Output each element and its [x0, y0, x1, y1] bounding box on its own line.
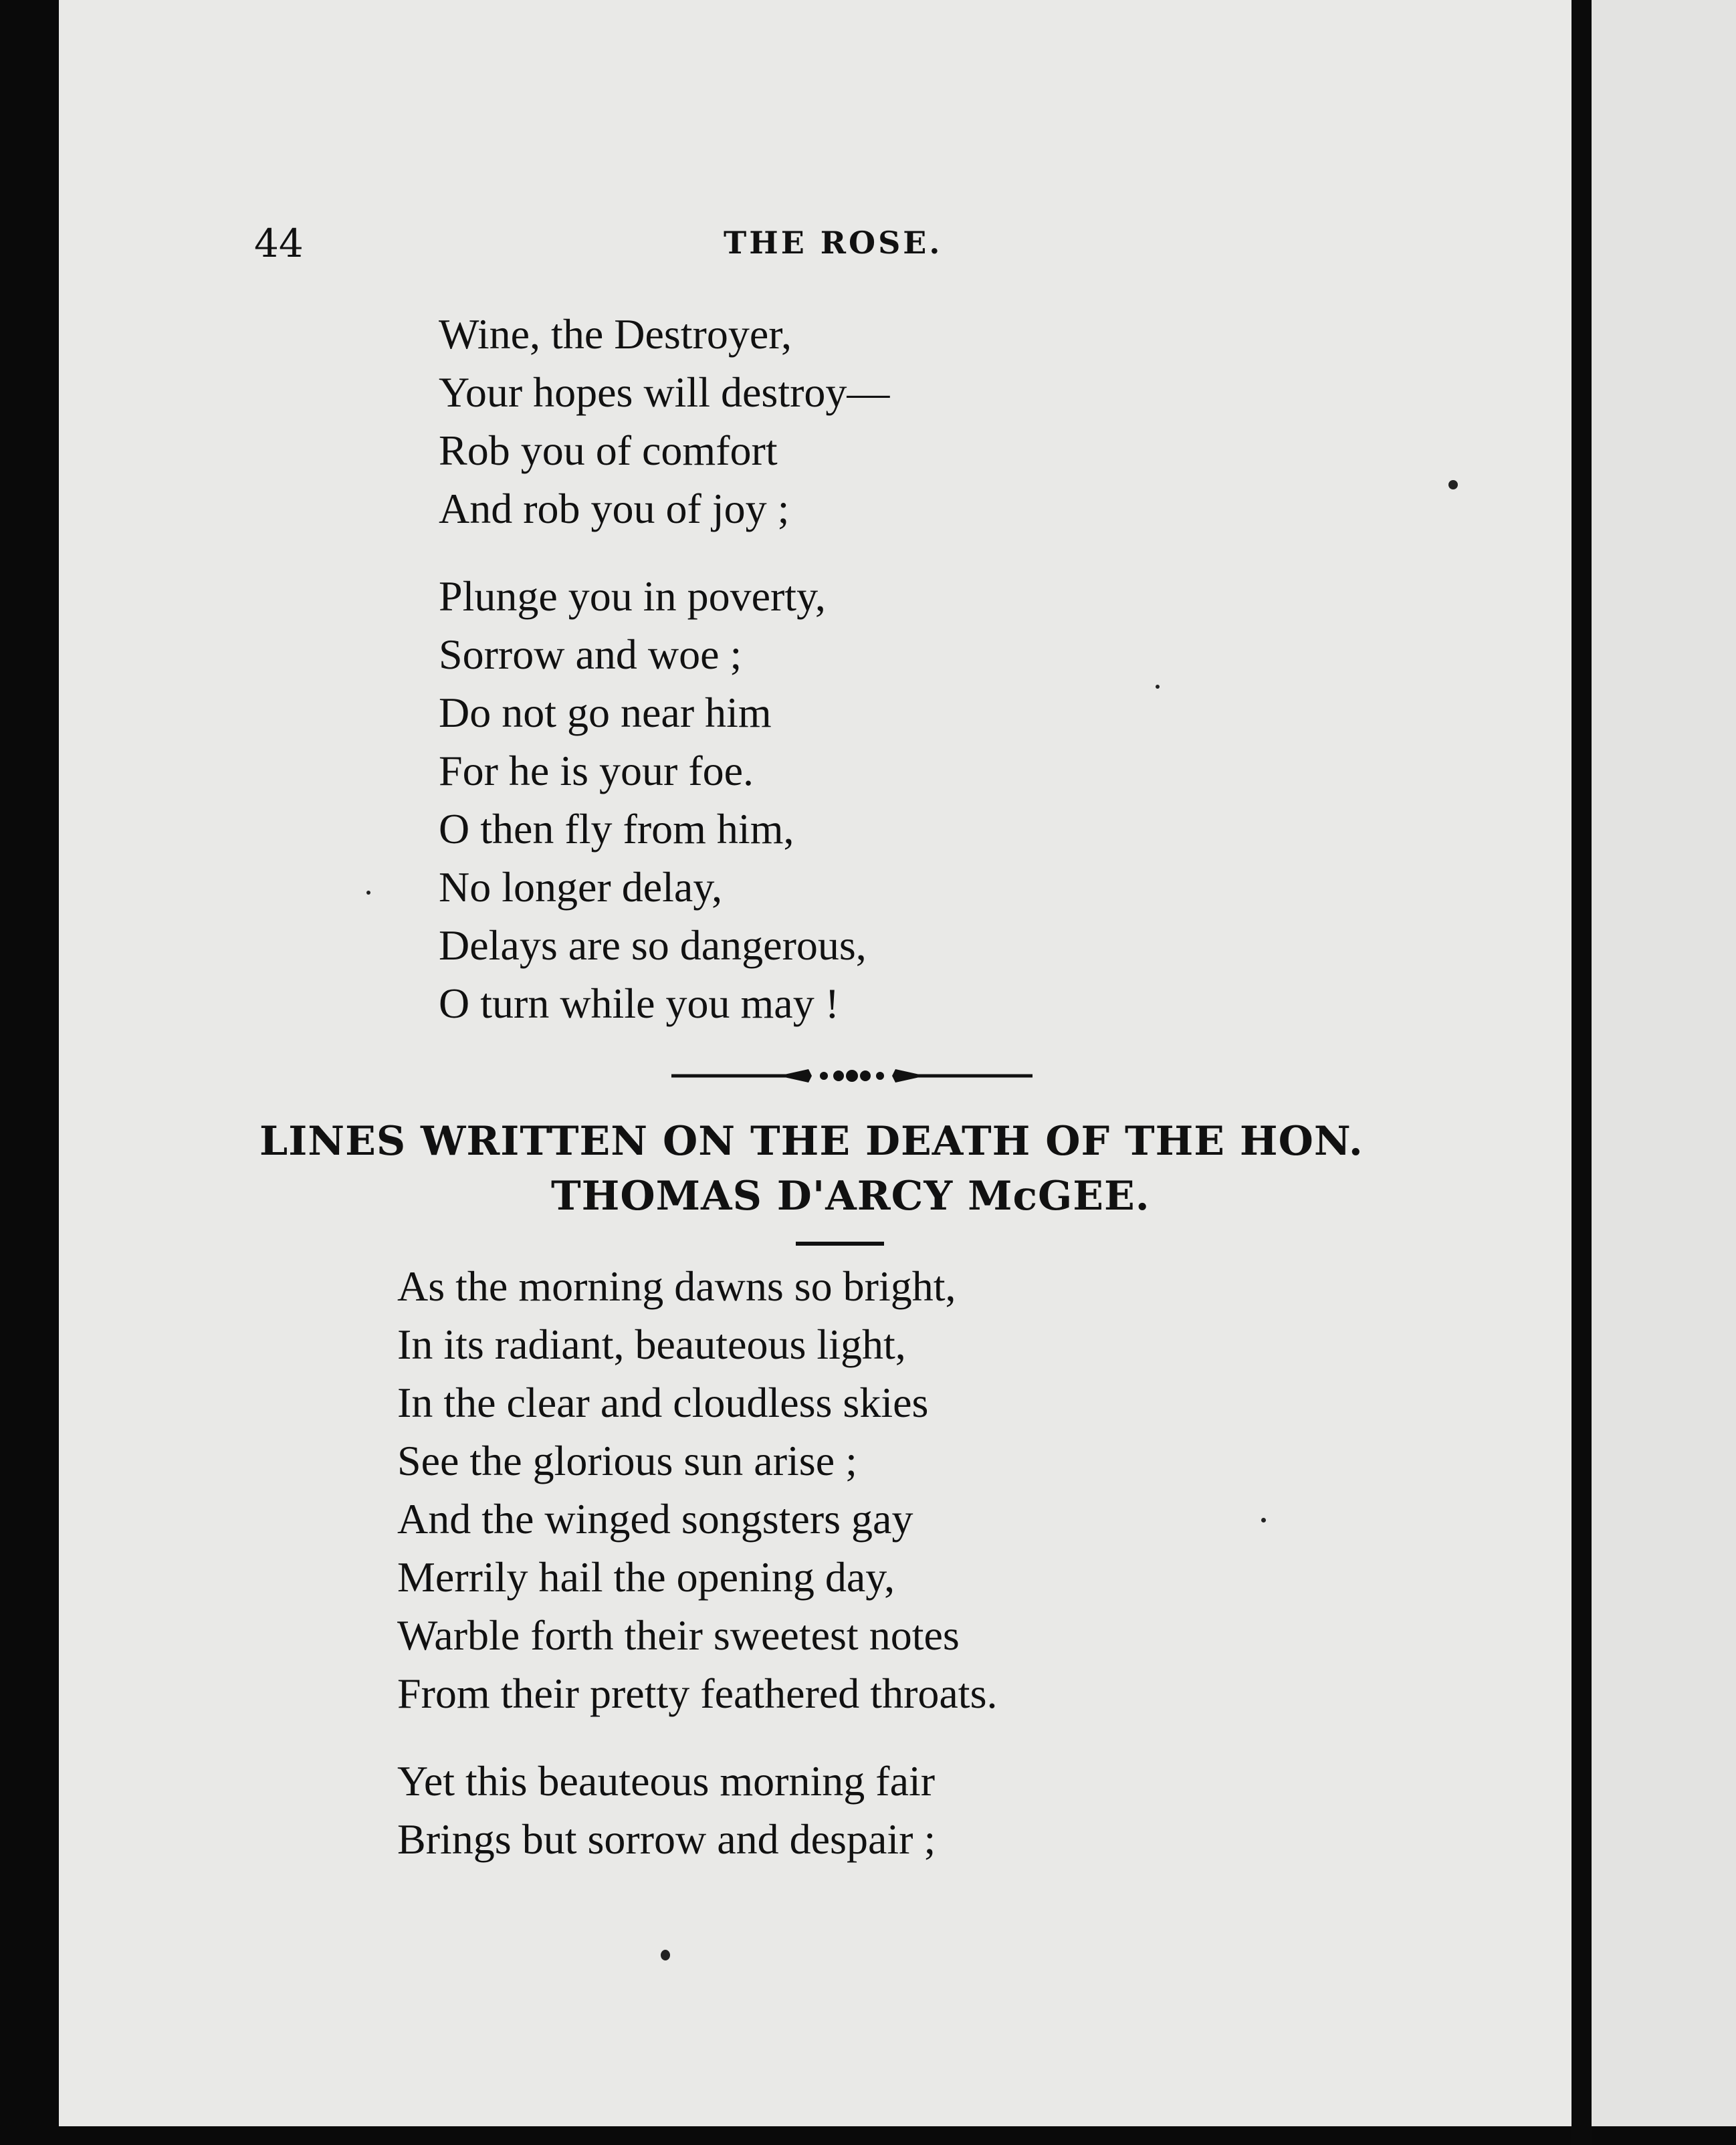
poem-two-stanza-one	[397, 1257, 997, 1722]
verse-line: O turn while you may !	[439, 980, 839, 1027]
verse-line: See the glorious sun arise ;	[397, 1437, 857, 1484]
verse-line: Your hopes will destroy—	[439, 368, 890, 416]
verse-line: Do not go near him	[439, 689, 772, 736]
verse-line: O then fly from him,	[439, 805, 794, 853]
ink-speck	[1448, 480, 1458, 489]
verse-line: No longer delay,	[439, 863, 723, 911]
page-gutter	[1571, 0, 1592, 2145]
title-rule	[796, 1242, 884, 1246]
verse-line: Warble forth their sweetest notes	[397, 1611, 960, 1659]
poem-one-stanza-one	[439, 305, 889, 538]
verse-line: For he is your foe.	[439, 747, 754, 794]
page-number: 44	[254, 221, 304, 266]
ink-speck	[661, 1950, 670, 1960]
ink-speck	[366, 891, 370, 895]
verse-line: Brings but sorrow and despair ;	[397, 1815, 936, 1863]
poem-one-stanza-two	[439, 567, 867, 1032]
verse-line: Yet this beauteous morning fair	[397, 1757, 936, 1805]
verse-line: As the morning dawns so bright,	[397, 1262, 956, 1310]
poem-two-title-line-one: LINES WRITTEN ON THE DEATH OF THE HON.	[259, 1118, 1364, 1165]
ink-speck	[1156, 685, 1160, 689]
verse-line: In the clear and cloudless skies	[397, 1379, 929, 1426]
section-ornament	[671, 1063, 1033, 1089]
verse-line: Plunge you in poverty,	[439, 572, 826, 620]
verse-line: Delays are so dangerous,	[439, 921, 867, 969]
verse-line: Merrily hail the opening day,	[397, 1553, 895, 1601]
ink-speck	[1261, 1518, 1266, 1522]
verse-line: Wine, the Destroyer,	[439, 310, 792, 358]
verse-line: And rob you of joy ;	[439, 485, 790, 532]
poem-two-title-line-two: THOMAS D'ARCY McGEE.	[551, 1173, 1150, 1220]
running-title: THE ROSE.	[724, 225, 943, 261]
verse-line: In its radiant, beauteous light,	[397, 1321, 906, 1368]
verse-line: Rob you of comfort	[439, 427, 778, 474]
verse-line: Sorrow and woe ;	[439, 631, 742, 678]
facing-page-edge	[1592, 0, 1736, 2126]
poem-two-stanza-two	[397, 1752, 936, 1868]
verse-line: From their pretty feathered throats.	[397, 1670, 998, 1717]
verse-line: And the winged songsters gay	[397, 1495, 913, 1543]
